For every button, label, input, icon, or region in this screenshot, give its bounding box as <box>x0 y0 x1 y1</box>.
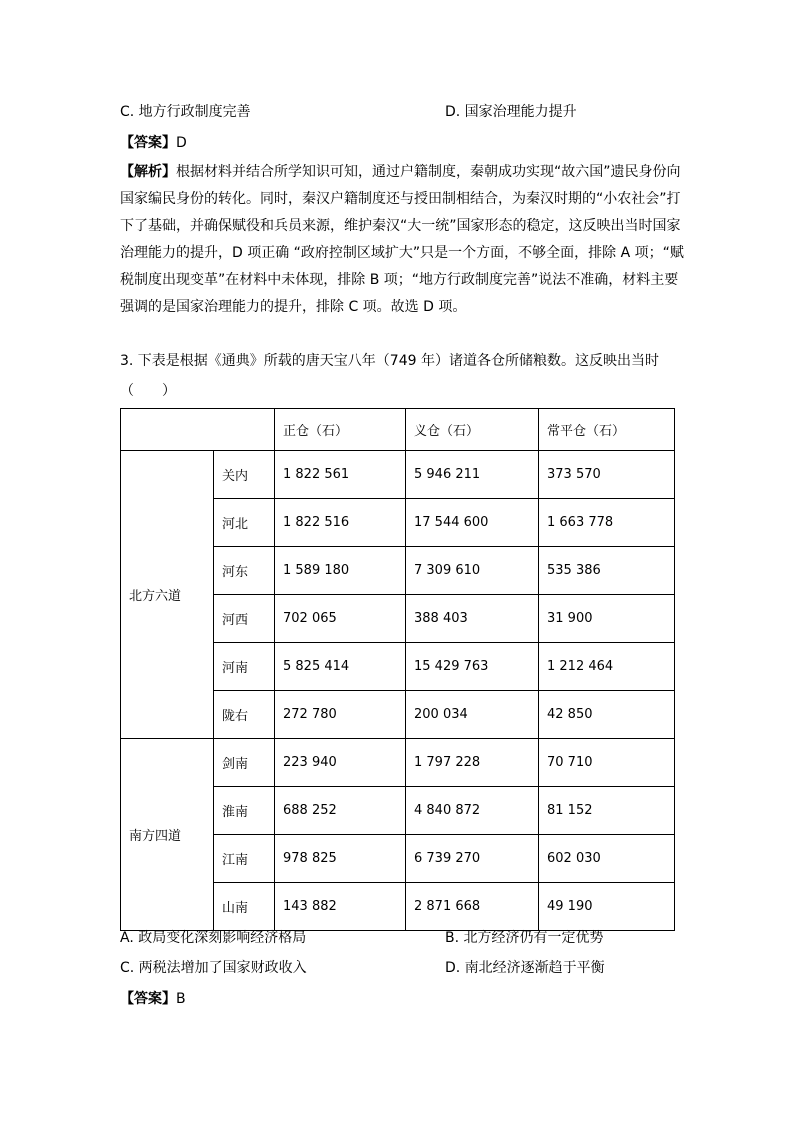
answer-tag: 【答案】 <box>120 135 176 151</box>
yicang-cell: 4 840 872 <box>406 787 539 835</box>
table-corner-cell <box>121 409 275 451</box>
region-cell: 关内 <box>214 451 275 499</box>
zhengcang-cell: 702 065 <box>275 595 406 643</box>
yicang-cell: 388 403 <box>406 595 539 643</box>
zhengcang-cell: 272 780 <box>275 691 406 739</box>
zhengcang-cell: 5 825 414 <box>275 643 406 691</box>
region-cell: 江南 <box>214 835 275 883</box>
analysis-tag: 【解析】 <box>120 164 176 180</box>
q3-option-b: B. 北方经济仍有一定优势 <box>445 930 604 946</box>
yicang-cell: 1 797 228 <box>406 739 539 787</box>
analysis-line: 税制度出现变革”在材料中未体现，排除 B 项；“地方行政制度完善”说法不准确，材料主要 <box>120 272 679 288</box>
zhengcang-cell: 1 822 516 <box>275 499 406 547</box>
region-cell: 河东 <box>214 547 275 595</box>
yicang-cell: 2 871 668 <box>406 883 539 931</box>
yicang-cell: 7 309 610 <box>406 547 539 595</box>
changpingcang-cell: 42 850 <box>539 691 675 739</box>
yicang-cell: 6 739 270 <box>406 835 539 883</box>
yicang-cell: 17 544 600 <box>406 499 539 547</box>
group-north: 北方六道 <box>121 451 214 739</box>
zhengcang-cell: 143 882 <box>275 883 406 931</box>
changpingcang-cell: 81 152 <box>539 787 675 835</box>
q2-option-c: C. 地方行政制度完善 <box>120 104 251 120</box>
header-changpingcang: 常平仓（石） <box>539 409 675 451</box>
q2-option-d: D. 国家治理能力提升 <box>445 104 577 120</box>
table-row <box>121 451 675 499</box>
region-cell: 山南 <box>214 883 275 931</box>
table-header-row <box>121 409 675 451</box>
q3-option-d: D. 南北经济逐渐趋于平衡 <box>445 960 605 976</box>
zhengcang-cell: 1 822 561 <box>275 451 406 499</box>
q3-paren: （ ） <box>120 383 176 399</box>
q3-option-a: A. 政局变化深刻影响经济格局 <box>120 930 307 946</box>
header-yicang: 义仓（石） <box>406 409 539 451</box>
analysis-line: 治理能力的提升，D 项正确 “政府控制区域扩大”只是一个方面，不够全面，排除 A 项；“赋 <box>120 245 684 261</box>
analysis-line: 强调的是国家治理能力的提升，排除 C 项。故选 D 项。 <box>120 299 467 315</box>
changpingcang-cell: 535 386 <box>539 547 675 595</box>
yicang-cell: 200 034 <box>406 691 539 739</box>
changpingcang-cell: 1 663 778 <box>539 499 675 547</box>
analysis-line: 下了基础，并确保赋役和兵员来源，维护秦汉“大一统”国家形态的稳定，这反映出当时国家 <box>120 218 681 234</box>
answer-value: B <box>176 991 186 1007</box>
region-cell: 河北 <box>214 499 275 547</box>
q3-stem: 3. 下表是根据《通典》所载的唐天宝八年（749 年）诸道各仓所储粮数。这反映出当时 <box>120 353 659 369</box>
region-cell: 河南 <box>214 643 275 691</box>
table-row <box>121 739 675 787</box>
yicang-cell: 15 429 763 <box>406 643 539 691</box>
answer-value: D <box>176 135 187 151</box>
q2-answer <box>120 133 187 153</box>
changpingcang-cell: 31 900 <box>539 595 675 643</box>
grain-storage-table <box>120 408 675 931</box>
q3-answer <box>120 989 186 1009</box>
changpingcang-cell: 1 212 464 <box>539 643 675 691</box>
region-cell: 河西 <box>214 595 275 643</box>
changpingcang-cell: 49 190 <box>539 883 675 931</box>
q2-analysis <box>120 159 684 321</box>
changpingcang-cell: 602 030 <box>539 835 675 883</box>
answer-tag: 【答案】 <box>120 991 176 1007</box>
changpingcang-cell: 373 570 <box>539 451 675 499</box>
q3-option-c: C. 两税法增加了国家财政收入 <box>120 960 307 976</box>
analysis-line: 国家编民身份的转化。同时，秦汉户籍制度还与授田制相结合，为秦汉时期的“小农社会”打 <box>120 191 681 207</box>
zhengcang-cell: 223 940 <box>275 739 406 787</box>
region-cell: 剑南 <box>214 739 275 787</box>
changpingcang-cell: 70 710 <box>539 739 675 787</box>
region-cell: 陇右 <box>214 691 275 739</box>
zhengcang-cell: 1 589 180 <box>275 547 406 595</box>
header-zhengcang: 正仓（石） <box>275 409 406 451</box>
zhengcang-cell: 688 252 <box>275 787 406 835</box>
region-cell: 淮南 <box>214 787 275 835</box>
yicang-cell: 5 946 211 <box>406 451 539 499</box>
group-south: 南方四道 <box>121 739 214 931</box>
analysis-line: 【解析】根据材料并结合所学知识可知，通过户籍制度，秦朝成功实现“故六国”遗民身份向 <box>120 164 681 180</box>
zhengcang-cell: 978 825 <box>275 835 406 883</box>
